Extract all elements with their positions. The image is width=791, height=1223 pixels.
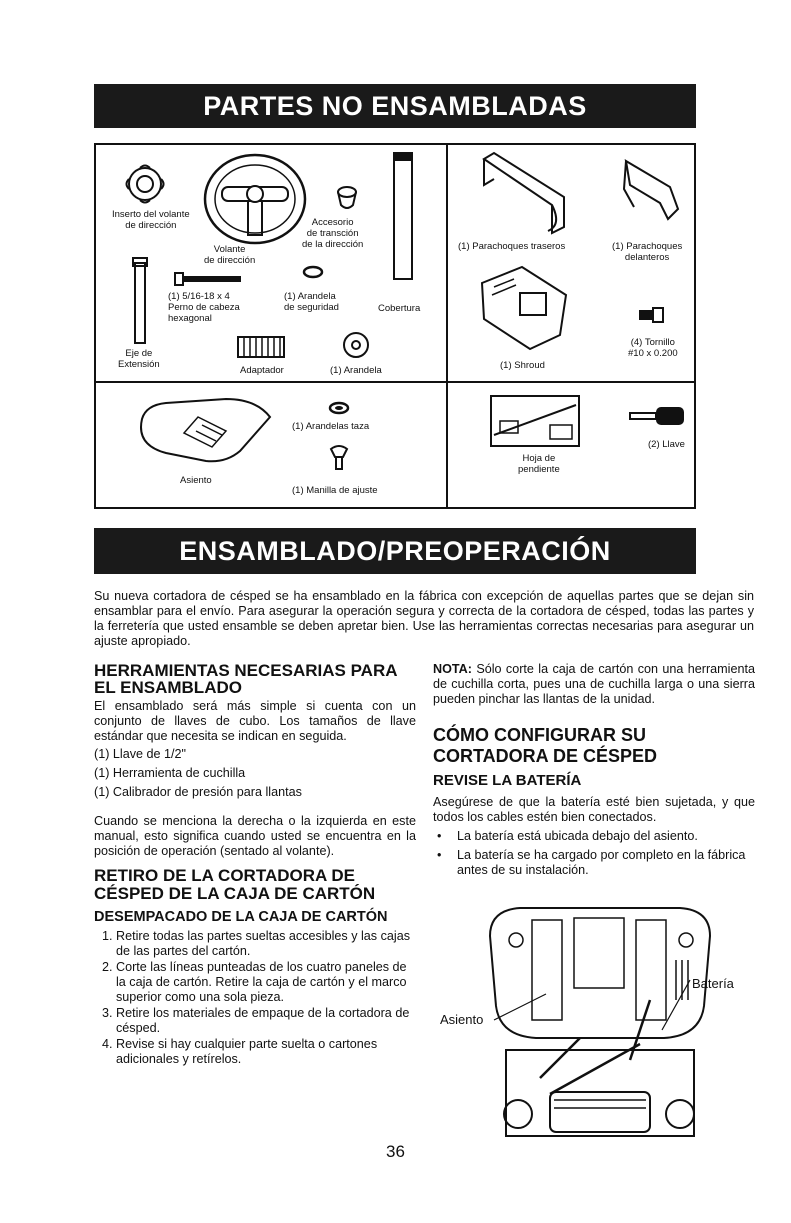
front-bumper-illustration [620, 155, 684, 235]
unpack-step: 1. Retire todas las partes sueltas accesibles y las cajas de las partes del cartón. [116, 929, 416, 959]
transition-fitting-label: Accesorio de transción de la dirección [302, 217, 364, 250]
figure-battery-label: Batería [692, 976, 734, 991]
tools-list [94, 747, 416, 800]
right-column [433, 662, 755, 878]
cup-washer-illustration [328, 401, 350, 415]
battery-bullet: • La batería está ubicada debajo del asiento. [457, 829, 755, 844]
shroud-illustration [474, 263, 574, 353]
unpack-steps [94, 929, 416, 1067]
lock-washer-illustration [302, 265, 324, 279]
battery-location-figure [480, 900, 720, 1140]
washer-illustration [342, 331, 370, 359]
intro-paragraph: Su nueva cortadora de césped se ha ensamblado en la fábrica con excepción de aquellas partes que se dejan sin ensamblar para el envío. Para asegurar la operación segura y correcta de la cortadora de césped, todas las partes y la ferretería que usted ensamble se deben apretar bien. Use las herramientas correctas necesarias para asegurar un ajuste apropiado. [94, 589, 754, 648]
unpack-step: 4. Revise si hay cualquier parte suelta o cartones adicionales y retírelos. [116, 1037, 416, 1067]
seat-illustration [136, 395, 276, 467]
steering-wheel-illustration [200, 151, 310, 249]
orientation-text: Cuando se menciona la derecha o la izquierda en este manual, esto significa cuando usted se encuentra en la posición de operación (sentado al volante). [94, 814, 416, 858]
config-heading: CÓMO CONFIGURAR SU CORTADORA DE CÉSPED [433, 725, 658, 766]
note-text: Sólo corte la caja de cartón con una herramienta de cuchilla corta, pues una de cuchilla larga o una sierra pueden pinchar las llantas de la unidad. [433, 662, 755, 706]
tool-item: (1) Herramienta de cuchilla [94, 766, 246, 780]
adapter-illustration [236, 333, 286, 359]
parts-cell-steering [96, 145, 448, 383]
steering-insert-label: Inserto del volante de dirección [112, 209, 190, 231]
assembly-banner: ENSAMBLADO/PREOPERACIÓN [94, 528, 696, 574]
parts-cell-bumpers [448, 145, 694, 383]
key-illustration [628, 405, 686, 427]
tool-item: (1) Calibrador de presión para llantas [94, 785, 302, 799]
left-column [94, 662, 416, 1068]
front-bumper-label: (1) Parachoques delanteros [612, 241, 683, 263]
cup-washers-label: (1) Arandelas taza [292, 421, 370, 432]
screws-label: (4) Tornillo #10 x 0.200 [628, 337, 678, 359]
extension-axle-illustration [132, 257, 148, 345]
transition-fitting-illustration [334, 185, 360, 213]
hex-bolt-label: (1) 5/16-18 x 4 Perno de cabeza hexagonal [168, 291, 240, 324]
shroud-label: (1) Shroud [500, 360, 545, 371]
seat-label: Asiento [180, 475, 212, 486]
tools-heading: HERRAMIENTAS NECESARIAS PARA EL ENSAMBLADO [94, 661, 397, 697]
parts-cell-accessories [448, 383, 694, 507]
parts-cell-seat [96, 383, 448, 507]
unpack-heading: DESEMPACADO DE LA CAJA DE CARTÓN [94, 909, 388, 925]
washer-label: (1) Arandela [330, 365, 382, 376]
note-paragraph [433, 662, 755, 707]
screw-illustration [638, 307, 664, 323]
tool-item: (1) Llave de 1/2" [94, 747, 186, 761]
rear-bumper-label: (1) Parachoques traseros [458, 241, 566, 252]
key-label: (2) Llave [648, 439, 685, 450]
cover-label: Cobertura [378, 303, 421, 314]
page-number: 36 [386, 1142, 405, 1161]
battery-heading: REVISE LA BATERÍA [433, 772, 582, 789]
cover-tube-illustration [392, 151, 414, 281]
hex-bolt-illustration [174, 272, 242, 286]
adapter-label: Adaptador [240, 365, 284, 376]
note-label: NOTA: [433, 662, 472, 676]
remove-heading: RETIRO DE LA CORTADORA DE CÉSPED DE LA CAJA DE CARTÓN [94, 866, 376, 903]
extension-axle-label: Eje de Extensión [118, 348, 160, 370]
unpack-step: 2. Corte las líneas punteadas de los cuatro paneles de la caja de cartón. Retire la caja de cartón y el marco superior como una sola pieza. [116, 960, 416, 1005]
rear-bumper-illustration [478, 151, 578, 237]
battery-bullets [433, 829, 755, 878]
unpack-step: 3. Retire los materiales de empaque de la cortadora de césped. [116, 1006, 416, 1036]
steering-insert-illustration [122, 161, 168, 207]
steering-wheel-label: Volante de dirección [204, 244, 256, 266]
slope-sheet-illustration [490, 395, 580, 447]
lock-washer-label: (1) Arandela de seguridad [284, 291, 339, 313]
tools-text: El ensamblado será más simple si cuenta con un conjunto de llaves de cubo. Los tamaños de llave estándar que necesita se indican en seguida. [94, 699, 416, 743]
adjust-knob-illustration [328, 443, 350, 471]
battery-bullet: • La batería se ha cargado por completo en la fábrica antes de su instalación. [457, 848, 755, 878]
slope-sheet-label: Hoja de pendiente [518, 453, 560, 475]
adjust-knob-label: (1) Manilla de ajuste [292, 485, 378, 496]
parts-grid [94, 143, 696, 509]
parts-banner: PARTES NO ENSAMBLADAS [94, 84, 696, 128]
battery-text: Asegúrese de que la batería esté bien sujetada, y que todos los cables estén bien conectados. [433, 795, 755, 824]
figure-seat-label: Asiento [440, 1012, 484, 1027]
